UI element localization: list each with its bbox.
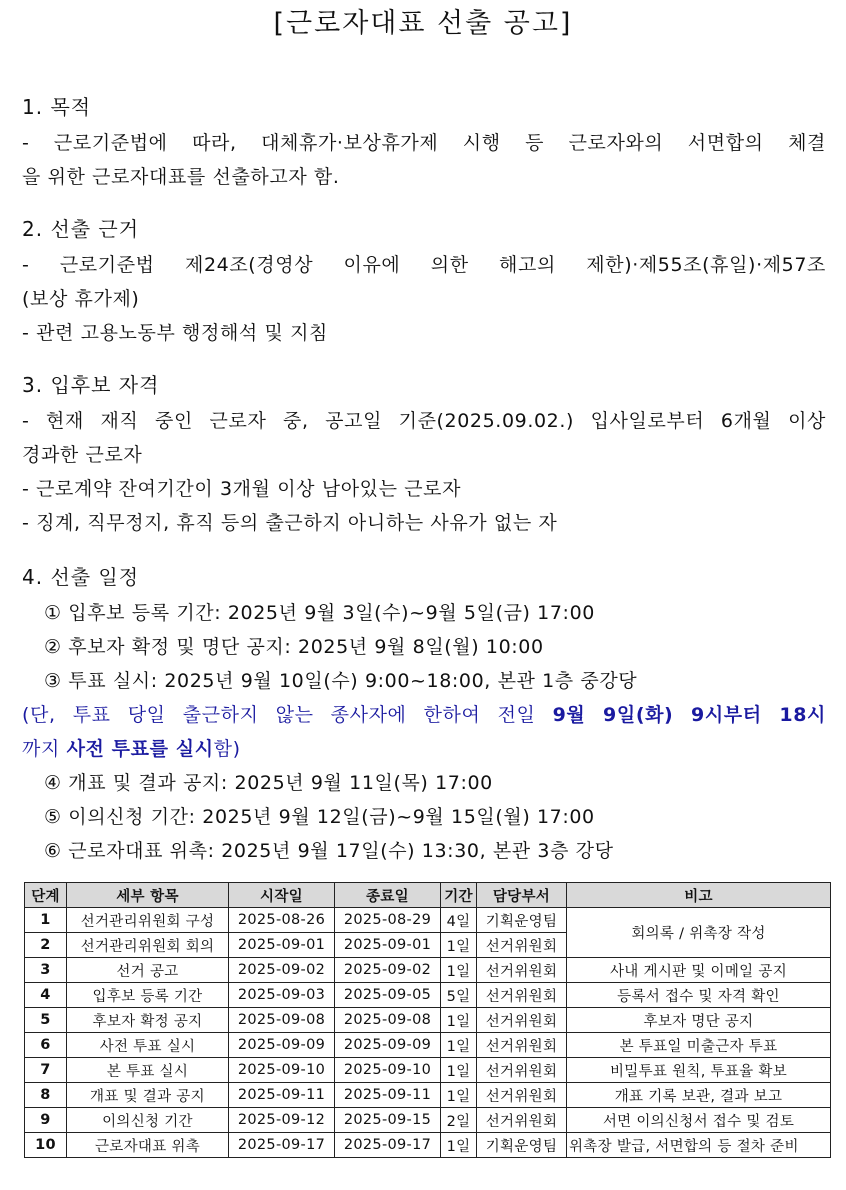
step-cell: 5 bbox=[25, 1008, 67, 1033]
step-cell: 9 bbox=[25, 1108, 67, 1133]
column-header: 담당부서 bbox=[477, 883, 567, 908]
remark-cell: 비밀투표 원칙, 투표율 확보 bbox=[567, 1058, 831, 1083]
end-date-cell: 2025-09-15 bbox=[335, 1108, 441, 1133]
duration-cell: 1일 bbox=[441, 933, 477, 958]
schedule-table bbox=[24, 882, 831, 1158]
end-date-cell: 2025-09-10 bbox=[335, 1058, 441, 1083]
start-date-cell: 2025-09-08 bbox=[229, 1008, 335, 1033]
paragraph-line: - 징계, 직무정지, 휴직 등의 출근하지 아니하는 사유가 없는 자 bbox=[22, 512, 558, 534]
item-cell: 선거관리위원회 구성 bbox=[67, 908, 229, 933]
section-heading: 3. 입후보 자격 bbox=[22, 373, 160, 397]
remark-cell: 후보자 명단 공지 bbox=[567, 1008, 831, 1033]
item-cell: 본 투표 실시 bbox=[67, 1058, 229, 1083]
duration-cell: 1일 bbox=[441, 1008, 477, 1033]
start-date-cell: 2025-09-10 bbox=[229, 1058, 335, 1083]
item-cell: 입후보 등록 기간 bbox=[67, 983, 229, 1008]
table-row bbox=[25, 1133, 831, 1158]
step-cell: 6 bbox=[25, 1033, 67, 1058]
step-cell: 3 bbox=[25, 958, 67, 983]
section-schedule bbox=[22, 558, 826, 868]
section-basis bbox=[22, 210, 826, 350]
step-cell: 8 bbox=[25, 1083, 67, 1108]
paragraph-line: - 근로계약 잔여기간이 3개월 이상 남아있는 근로자 bbox=[22, 478, 462, 500]
start-date-cell: 2025-09-09 bbox=[229, 1033, 335, 1058]
paragraph-line: - 관련 고용노동부 행정해석 및 지침 bbox=[22, 322, 329, 344]
table-row bbox=[25, 1058, 831, 1083]
schedule-item: ① 입후보 등록 기간: 2025년 9월 3일(수)~9월 5일(금) 17:00 bbox=[44, 602, 595, 624]
paragraph-line: - 근로기준법 제24조(경영상 이유에 의한 해고의 제한)·제55조(휴일)·제57조 bbox=[22, 254, 826, 276]
column-header: 종료일 bbox=[335, 883, 441, 908]
schedule-item: ② 후보자 확정 및 명단 공지: 2025년 9월 8일(월) 10:00 bbox=[44, 636, 544, 658]
item-cell: 이의신청 기간 bbox=[67, 1108, 229, 1133]
step-cell: 4 bbox=[25, 983, 67, 1008]
item-cell: 선거관리위원회 회의 bbox=[67, 933, 229, 958]
end-date-cell: 2025-08-29 bbox=[335, 908, 441, 933]
end-date-cell: 2025-09-05 bbox=[335, 983, 441, 1008]
schedule-item: ⑤ 이의신청 기간: 2025년 9월 12일(금)~9월 15일(월) 17:00 bbox=[44, 806, 595, 828]
department-cell: 선거위원회 bbox=[477, 1108, 567, 1133]
duration-cell: 1일 bbox=[441, 1133, 477, 1158]
column-header: 비고 bbox=[567, 883, 831, 908]
end-date-cell: 2025-09-17 bbox=[335, 1133, 441, 1158]
duration-cell: 1일 bbox=[441, 1058, 477, 1083]
paragraph-line: 을 위한 근로자대표를 선출하고자 함. bbox=[22, 166, 340, 188]
step-cell: 1 bbox=[25, 908, 67, 933]
remark-cell: 등록서 접수 및 자격 확인 bbox=[567, 983, 831, 1008]
start-date-cell: 2025-08-26 bbox=[229, 908, 335, 933]
item-cell: 후보자 확정 공지 bbox=[67, 1008, 229, 1033]
start-date-cell: 2025-09-02 bbox=[229, 958, 335, 983]
column-header: 단계 bbox=[25, 883, 67, 908]
section-purpose bbox=[22, 88, 826, 194]
paragraph-line: 경과한 근로자 bbox=[22, 444, 143, 466]
table-row bbox=[25, 1033, 831, 1058]
table-row bbox=[25, 908, 831, 933]
remark-cell: 서면 이의신청서 접수 및 검토 bbox=[567, 1108, 831, 1133]
table-row bbox=[25, 958, 831, 983]
note-line-1 bbox=[22, 698, 826, 732]
start-date-cell: 2025-09-17 bbox=[229, 1133, 335, 1158]
note-line-2 bbox=[22, 732, 826, 766]
start-date-cell: 2025-09-11 bbox=[229, 1083, 335, 1108]
end-date-cell: 2025-09-09 bbox=[335, 1033, 441, 1058]
advance-vote-note bbox=[22, 698, 826, 766]
column-header: 시작일 bbox=[229, 883, 335, 908]
note-emphasis: 사전 투표를 실시 bbox=[66, 738, 214, 760]
duration-cell: 4일 bbox=[441, 908, 477, 933]
start-date-cell: 2025-09-03 bbox=[229, 983, 335, 1008]
section-eligibility bbox=[22, 366, 826, 540]
step-cell: 7 bbox=[25, 1058, 67, 1083]
start-date-cell: 2025-09-12 bbox=[229, 1108, 335, 1133]
item-cell: 개표 및 결과 공지 bbox=[67, 1083, 229, 1108]
note-emphasis: 9월 9일(화) 9시부터 18시 bbox=[552, 704, 826, 726]
table-row bbox=[25, 983, 831, 1008]
section-heading: 1. 목적 bbox=[22, 95, 92, 119]
remark-cell: 사내 게시판 및 이메일 공지 bbox=[567, 958, 831, 983]
duration-cell: 1일 bbox=[441, 958, 477, 983]
end-date-cell: 2025-09-08 bbox=[335, 1008, 441, 1033]
department-cell: 선거위원회 bbox=[477, 1033, 567, 1058]
duration-cell: 2일 bbox=[441, 1108, 477, 1133]
schedule-item: ③ 투표 실시: 2025년 9월 10일(수) 9:00~18:00, 본관 1층 중강당 bbox=[44, 670, 638, 692]
start-date-cell: 2025-09-01 bbox=[229, 933, 335, 958]
department-cell: 선거위원회 bbox=[477, 1058, 567, 1083]
duration-cell: 1일 bbox=[441, 1033, 477, 1058]
department-cell: 선거위원회 bbox=[477, 933, 567, 958]
table-row bbox=[25, 1083, 831, 1108]
table-header-row bbox=[25, 883, 831, 908]
remark-cell: 회의록 / 위촉장 작성 bbox=[567, 908, 831, 958]
paragraph-line: - 현재 재직 중인 근로자 중, 공고일 기준(2025.09.02.) 입사일로부터 6개월 이상 bbox=[22, 410, 826, 432]
remark-cell: 개표 기록 보관, 결과 보고 bbox=[567, 1083, 831, 1108]
department-cell: 선거위원회 bbox=[477, 1083, 567, 1108]
duration-cell: 5일 bbox=[441, 983, 477, 1008]
department-cell: 기획운영팀 bbox=[477, 1133, 567, 1158]
section-heading: 2. 선출 근거 bbox=[22, 217, 140, 241]
step-cell: 2 bbox=[25, 933, 67, 958]
end-date-cell: 2025-09-02 bbox=[335, 958, 441, 983]
paragraph-line: - 근로기준법에 따라, 대체휴가·보상휴가제 시행 등 근로자와의 서면합의 체결 bbox=[22, 132, 826, 154]
section-heading: 4. 선출 일정 bbox=[22, 565, 140, 589]
schedule-item: ④ 개표 및 결과 공지: 2025년 9월 11일(목) 17:00 bbox=[44, 772, 493, 794]
paragraph-line: (보상 휴가제) bbox=[22, 288, 140, 310]
schedule-item: ⑥ 근로자대표 위촉: 2025년 9월 17일(수) 13:30, 본관 3층 강당 bbox=[44, 840, 614, 862]
column-header: 세부 항목 bbox=[67, 883, 229, 908]
item-cell: 사전 투표 실시 bbox=[67, 1033, 229, 1058]
item-cell: 근로자대표 위촉 bbox=[67, 1133, 229, 1158]
remark-cell: 본 투표일 미출근자 투표 bbox=[567, 1033, 831, 1058]
department-cell: 선거위원회 bbox=[477, 958, 567, 983]
note-text: 함) bbox=[213, 738, 241, 760]
remark-cell: 위촉장 발급, 서면합의 등 절차 준비 bbox=[567, 1133, 831, 1158]
page-title: [근로자대표 선출 공고] bbox=[273, 8, 573, 39]
department-cell: 선거위원회 bbox=[477, 983, 567, 1008]
end-date-cell: 2025-09-11 bbox=[335, 1083, 441, 1108]
end-date-cell: 2025-09-01 bbox=[335, 933, 441, 958]
step-cell: 10 bbox=[25, 1133, 67, 1158]
department-cell: 기획운영팀 bbox=[477, 908, 567, 933]
department-cell: 선거위원회 bbox=[477, 1008, 567, 1033]
note-text: 까지 bbox=[22, 738, 67, 760]
note-text: (단, 투표 당일 출근하지 않는 종사자에 한하여 전일 bbox=[22, 704, 553, 726]
duration-cell: 1일 bbox=[441, 1083, 477, 1108]
table-row bbox=[25, 1008, 831, 1033]
column-header: 기간 bbox=[441, 883, 477, 908]
table-row bbox=[25, 1108, 831, 1133]
item-cell: 선거 공고 bbox=[67, 958, 229, 983]
